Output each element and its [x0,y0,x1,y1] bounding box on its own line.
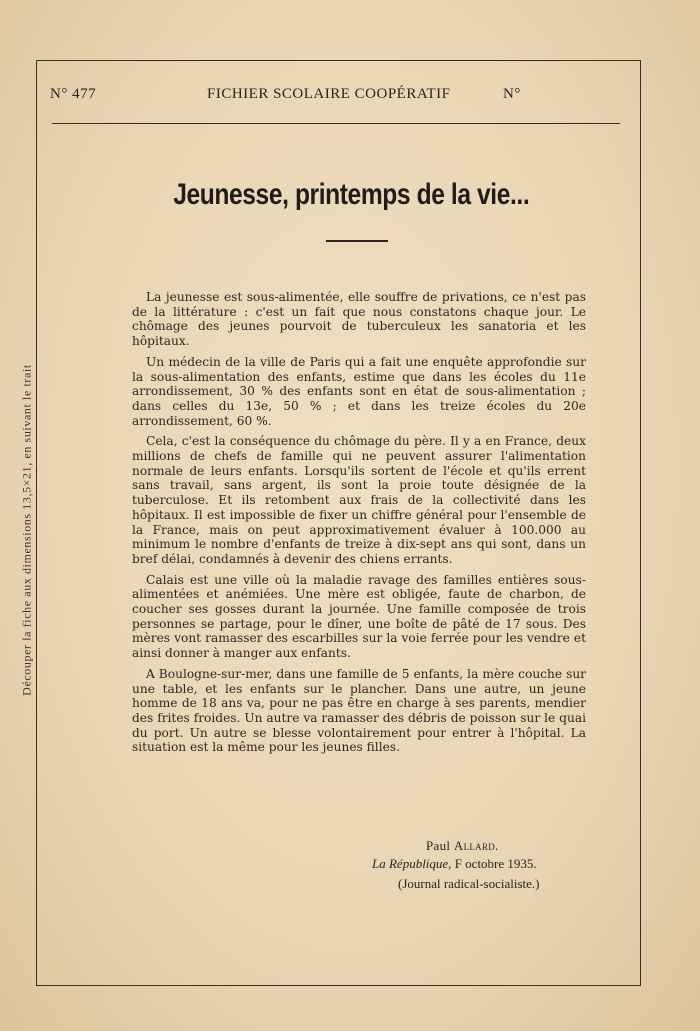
card-header [50,86,625,108]
author-signature [426,838,499,854]
title-underline [326,240,388,242]
article-paragraph: La jeunesse est sous-alimentée, elle souffre de privations, ce n'est pas de la littérature : c'est un fait que nous constatons chaque jour. Le chômage des jeunes pourvoit de tuberculeux les sanatoria et les hôpitaux. [132,290,586,349]
article-body [132,290,586,761]
author-last-name: Allard. [453,838,499,853]
header-divider [52,123,620,124]
source-date: F octobre 1935. [454,856,537,871]
source-journal-type: (Journal radical-socialiste.) [398,876,540,891]
article-paragraph: Cela, c'est la conséquence du chômage du père. Il y a en France, deux millions de chefs de famille qui ne peuvent assurer l'alimentation normale de leurs enfants. Lorsqu'ils sortent de l'école et qu'ils errent sans travail, sans argent, ils sont la proie toute désignée de la tuberculose. Et ils retombent aux frais de la collectivité dans les hôpitaux. Il est impossible de fixer un chiffre général pour l'ensemble de la France, mais on peut approximativement évaluer à 100.000 au minimum le nombre d'enfants de treize à dix-sept ans qui sont, dans un bref délai, condamnés à devenir des chiens errants. [132,434,586,566]
article-paragraph: Calais est une ville où la maladie ravage des familles entières sous-alimentées et anémiées. Une mère est obligée, faute de charbon, de coucher ses gosses durant la journée. Une famille composée de trois personnes se partage, pour le dîner, une boîte de pâté de 17 sous. Des mères vont ramasser des escarbilles sur la voie ferrée pour les vendre et ainsi donner à manger aux enfants. [132,572,586,661]
source-citation [372,856,537,872]
card-number: N° 477 [50,86,97,102]
article-paragraph: A Boulogne-sur-mer, dans une famille de 5 enfants, la mère couche sur une table, et les enfants sur le plancher. Dans une autre, un jeune homme de 18 ans va, pour ne pas être en charge à ses parents, mendier des frites froides. Un autre va ramasser des débris de poisson sur le quai du port. Un autre se blesse volontairement pour entrer à l'hôpital. La situation est la même pour les jeunes filles. [132,666,586,755]
author-first-name: Paul [426,838,451,853]
source-publication: La République, [372,856,452,871]
article-title: Jeunesse, printemps de la vie... [173,178,530,211]
card-secondary-number-label: N° [503,86,521,102]
article-paragraph: Un médecin de la ville de Paris qui a fait une enquête approfondie sur la sous-alimentation des enfants, estime que dans les écoles du 11e arrondissement, 30 % des enfants sont en état de sous-alimentation ; dans celles du 13e, 50 % ; et dans les treize écoles du 20e arrondissement, 60 %. [132,354,586,428]
cutting-instructions: Découper la fiche aux dimensions 13,5×21, en suivant le trait [19,364,34,696]
card-series-title: FICHIER SCOLAIRE COOPÉRATIF [207,86,451,102]
